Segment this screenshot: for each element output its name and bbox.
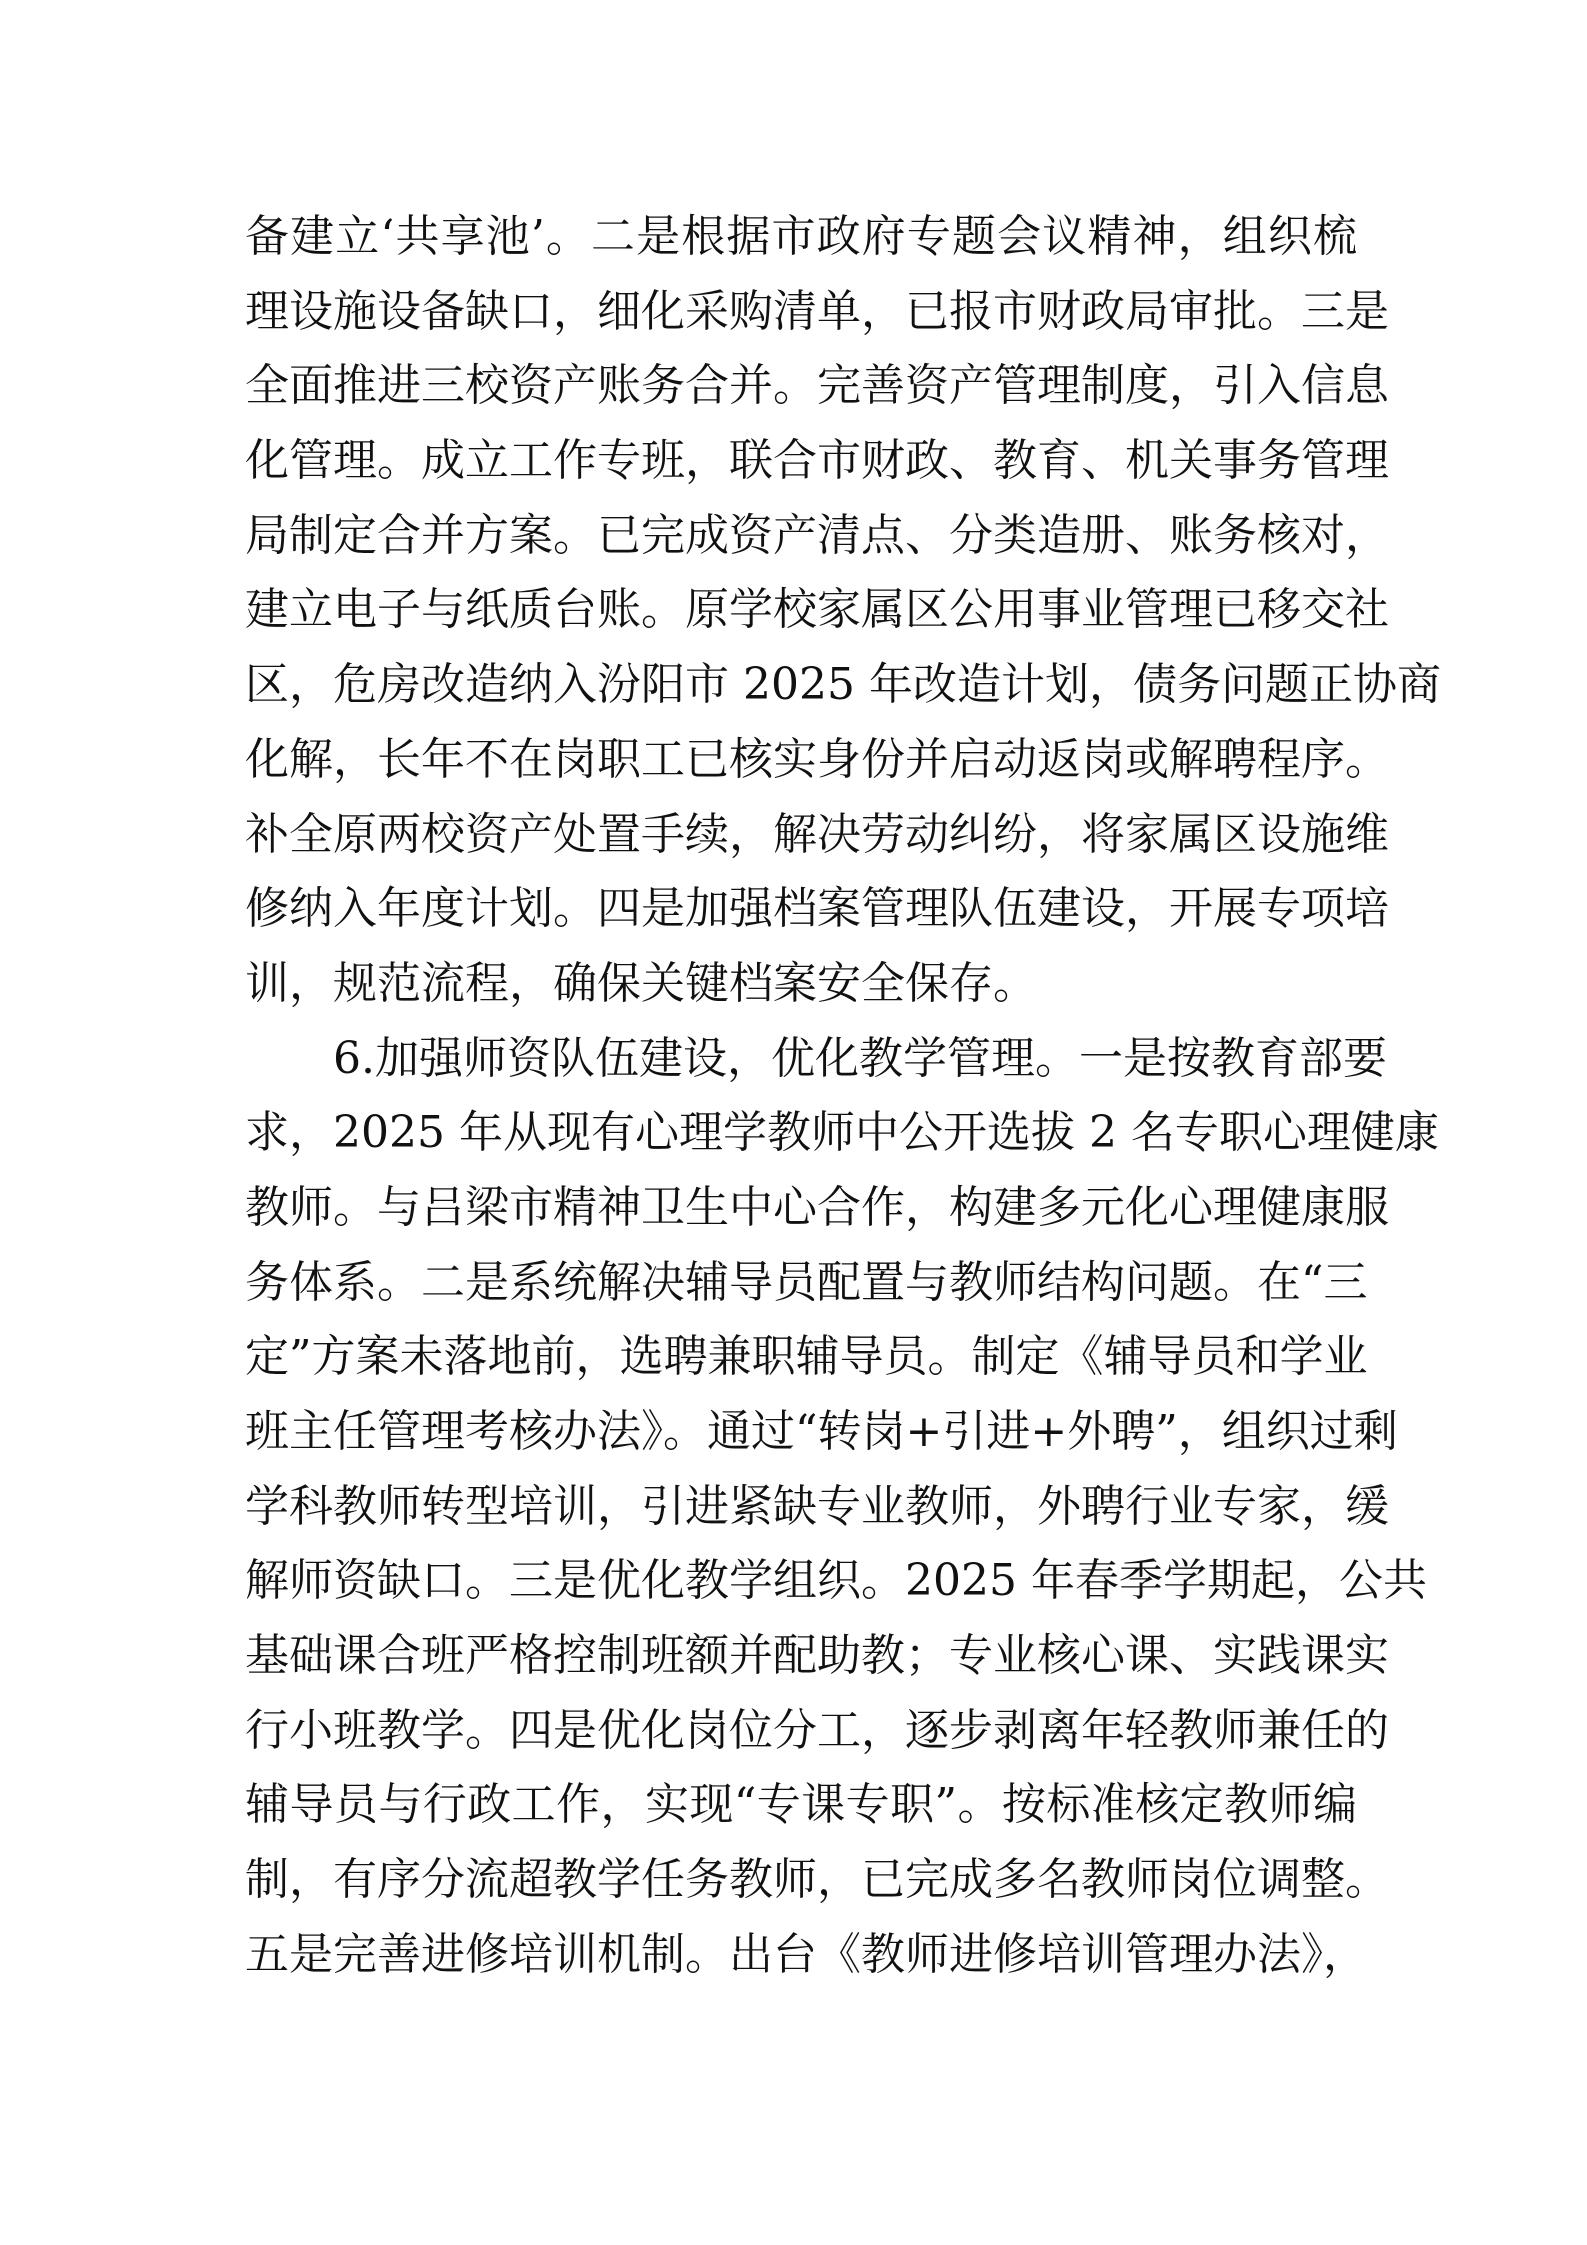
section-heading-line: 6.加强师资队伍建设，优化教学管理。一是按教育部要 [333, 1032, 1387, 1084]
text-line: 定”方案未落地前，选聘兼职辅导员。制定《辅导员和学业 [245, 1331, 1368, 1383]
text-line: 班主任管理考核办法》。通过“转岗+引进+外聘”，组织过剩 [245, 1406, 1398, 1457]
text-line: 理设施设备缺口，细化采购清单，已报市财政局审批。三是 [245, 285, 1389, 337]
text-line: 解师资缺口。三是优化教学组织。2025 年春季学期起，公共 [245, 1555, 1427, 1607]
text-line: 制，有序分流超教学任务教师，已完成多名教师岗位调整。 [245, 1854, 1389, 1906]
text-line: 训，规范流程，确保关键档案安全保存。 [245, 957, 1037, 1009]
text-line: 务体系。二是系统解决辅导员配置与教师结构问题。在“三 [245, 1256, 1368, 1308]
text-line: 五是完善进修培训机制。出台《教师进修培训管理办法》， [245, 1928, 1367, 1980]
text-line: 基础课合班严格控制班额并配助教；专业核心课、实践课实 [245, 1630, 1389, 1682]
text-line: 行小班教学。四是优化岗位分工，逐步剥离年轻教师兼任的 [245, 1704, 1389, 1756]
text-line: 学科教师转型培训，引进紧缺专业教师，外聘行业专家，缓 [245, 1480, 1389, 1532]
text-line: 化解，长年不在岗职工已核实身份并启动返岗或解聘程序。 [245, 733, 1389, 785]
text-line: 区，危房改造纳入汾阳市 2025 年改造计划，债务问题正协商 [245, 659, 1441, 711]
text-line: 补全原两校资产处置手续，解决劳动纠纷，将家属区设施维 [245, 808, 1389, 860]
text-line: 辅导员与行政工作，实现“专课专职”。按标准核定教师编 [245, 1779, 1357, 1831]
text-line: 全面推进三校资产账务合并。完善资产管理制度，引入信息 [245, 360, 1389, 412]
text-line: 求，2025 年从现有心理学教师中公开选拔 2 名专职心理健康 [245, 1107, 1439, 1159]
text-line: 局制定合并方案。已完成资产清点、分类造册、账务核对， [245, 509, 1389, 561]
text-line: 建立电子与纸质台账。原学校家属区公用事业管理已移交社 [245, 584, 1389, 636]
document-body [245, 200, 1441, 1993]
text-line: 修纳入年度计划。四是加强档案管理队伍建设，开展专项培 [245, 883, 1389, 935]
text-line: 化管理。成立工作专班，联合市财政、教育、机关事务管理 [245, 435, 1389, 487]
text-line: 教师。与吕梁市精神卫生中心合作，构建多元化心理健康服 [245, 1181, 1389, 1233]
text-line: 备建立‘共享池’。二是根据市政府专题会议精神，组织梳 [245, 211, 1357, 262]
